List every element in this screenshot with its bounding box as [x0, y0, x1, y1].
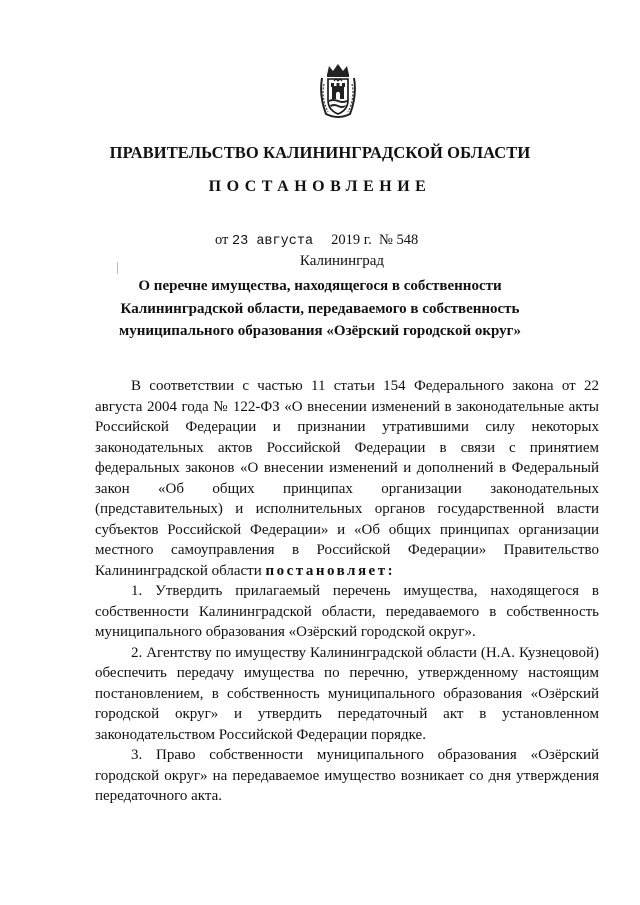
resolves-keyword: постановляет: [265, 562, 396, 579]
organization-name: ПРАВИТЕЛЬСТВО КАЛИНИНГРАДСКОЙ ОБЛАСТИ [109, 143, 531, 162]
title-line: Калининградской области, передаваемого в собственность [120, 300, 520, 317]
document-title [110, 275, 530, 343]
scan-mark [117, 262, 118, 274]
document-number: № 548 [378, 232, 419, 248]
date-typed: 23 августа [232, 234, 314, 249]
city: Калининград [299, 253, 385, 269]
item-1: 1. Утвердить прилагаемый перечень имущества, находящегося в собственности Калининградской области, передаваемого в собственность муниципального образования «Озёрский городской округ». [95, 583, 599, 640]
date-prefix: от [215, 232, 229, 248]
title-line: муниципального образования «Озёрский городской округ» [119, 323, 521, 339]
item-2: 2. Агентству по имуществу Калининградской области (Н.А. Кузнецовой) обеспечить передачу имущества по перечню, утвержденному настоящим постановлением, в собственность муниципального образования «Озёрский городской округ» и утвердить передаточный акт в установленном законодательством Российской Федерации порядке. [95, 644, 599, 743]
title-line: О перечне имущества, находящегося в собственности [138, 278, 502, 294]
year: 2019 г. [331, 232, 372, 248]
date-number-line [215, 232, 418, 249]
preamble-paragraph [95, 376, 599, 581]
document-type: ПОСТАНОВЛЕНИЕ [208, 178, 432, 195]
document-body [95, 376, 599, 807]
preamble-text: В соответствии с частью 11 статьи 154 Федерального закона от 22 августа 2004 года № 122-ФЗ «О внесении изменений в законодательные акты Российской Федерации и признании утратившими силу некоторых законодательных актов Российской Федерации в связи с принятием федеральных законов «О внесении изменений и дополнений в Федеральный закон «Об общих принципах организации законодательных (представительных) и исполнительных органов государственной власти субъектов Российской Федерации» и «Об общих принципах организации местного самоуправления в Российской Федерации» Правительство Калининградской области [95, 378, 599, 579]
kaliningrad-coat-of-arms-icon [318, 62, 358, 120]
item-3: 3. Право собственности муниципального образования «Озёрский городской округ» на передаваемое имущество возникает со дня утверждения передаточного акта. [95, 747, 599, 804]
